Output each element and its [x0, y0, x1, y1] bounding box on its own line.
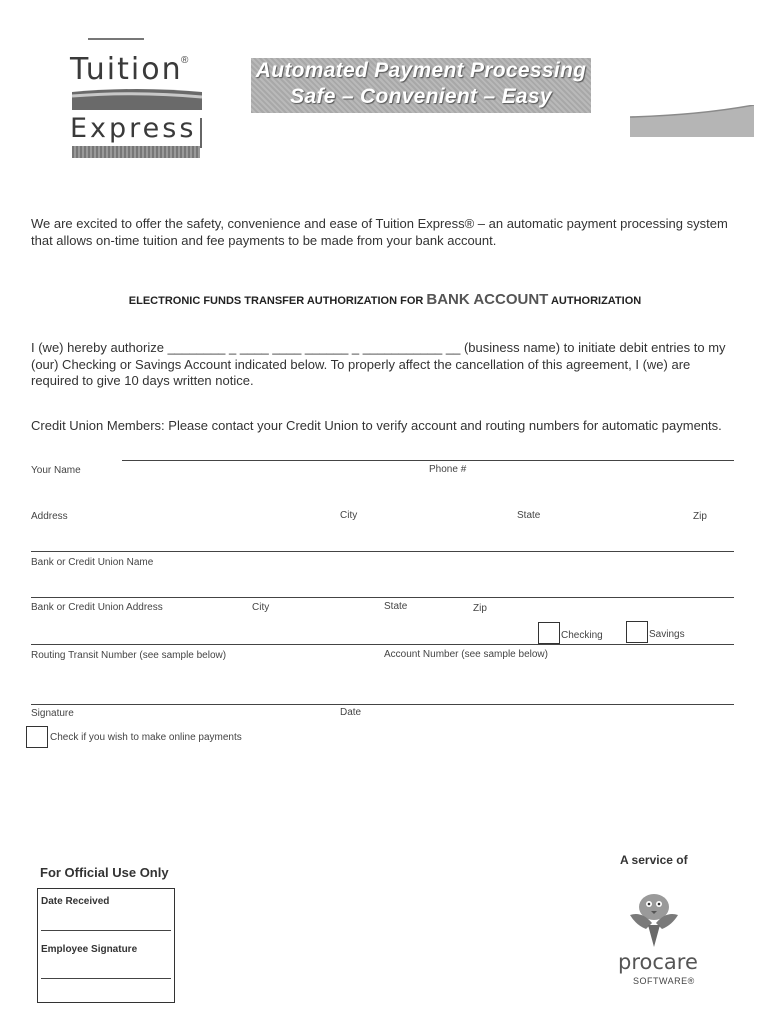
online-payments-checkbox[interactable] [26, 726, 48, 748]
zip-label: Zip [693, 511, 707, 522]
address-line[interactable] [31, 551, 734, 552]
your-name-line[interactable] [122, 460, 734, 461]
logo-express-text: Express [70, 113, 197, 144]
phone-label: Phone # [429, 464, 467, 475]
intro-paragraph: We are excited to offer the safety, convenience and ease of Tuition Express® – an automatic payment processing system that allows on-time tuition and fee payments to be made from your bank account. [31, 216, 728, 248]
bank-name-line[interactable] [31, 597, 734, 598]
online-payments-label: Check if you wish to make online payments [50, 732, 242, 743]
procare-software-label: SOFTWARE® [633, 976, 695, 986]
savings-label: Savings [649, 629, 685, 640]
date-label: Date [340, 707, 362, 718]
corner-swoosh-graphic [630, 105, 754, 137]
bank-name-label: Bank or Credit Union Name [31, 557, 154, 568]
date-received-label: Date Received [41, 896, 110, 907]
logo-registered-mark: ® [181, 55, 189, 66]
employee-signature-label: Employee Signature [41, 944, 138, 955]
official-use-title: For Official Use Only [40, 865, 169, 880]
address-label: Address [31, 511, 68, 522]
procare-brand-name: procare [618, 950, 698, 974]
bank-address-line[interactable] [31, 644, 734, 645]
routing-account-line[interactable] [31, 704, 734, 705]
heading-prefix: ELECTRONIC FUNDS TRANSFER AUTHORIZATION FOR [128, 295, 427, 307]
your-name-label: Your Name [31, 465, 81, 476]
logo-bottom-bar [72, 146, 200, 158]
service-of-label: A service of [620, 853, 688, 867]
savings-checkbox[interactable] [626, 621, 648, 643]
signature-label: Signature [31, 708, 74, 719]
employee-signature-line[interactable] [41, 978, 171, 979]
procare-bird-logo [622, 885, 686, 949]
authorization-paragraph: I (we) hereby authorize ________ _ ____ ____ ______ _ ___________ __ (business name) to initiate debit entries to my (our) Checking or Savings Account indicated below. To properly affect the cancellation of this agreement, I (we) are required to give 10 days written notice. [31, 340, 726, 388]
state-label: State [517, 510, 541, 521]
date-received-line[interactable] [41, 930, 171, 931]
logo-rule [200, 118, 202, 148]
logo-topline [88, 38, 144, 40]
heading-emphasis: BANK ACCOUNT [426, 291, 549, 308]
heading-suffix: AUTHORIZATION [548, 295, 642, 307]
bank-state-label: State [384, 601, 408, 612]
bank-city-label: City [252, 602, 270, 613]
logo-tuition-text: Tuition [70, 52, 183, 87]
logo-swoosh [72, 88, 202, 110]
form-heading [0, 291, 770, 308]
checking-label: Checking [561, 630, 603, 641]
city-label: City [340, 510, 358, 521]
bank-zip-label: Zip [473, 603, 487, 614]
official-use-box [37, 888, 175, 1003]
account-label: Account Number (see sample below) [384, 649, 548, 660]
bank-address-label: Bank or Credit Union Address [31, 602, 163, 613]
banner-line-2: Safe – Convenient – Easy [290, 85, 552, 108]
credit-union-note: Credit Union Members: Please contact your Credit Union to verify account and routing numbers for automatic payments. [31, 418, 722, 433]
routing-label: Routing Transit Number (see sample below) [31, 650, 227, 661]
header-banner [251, 58, 591, 113]
checking-checkbox[interactable] [538, 622, 560, 644]
banner-line-1: Automated Payment Processing [255, 59, 587, 82]
